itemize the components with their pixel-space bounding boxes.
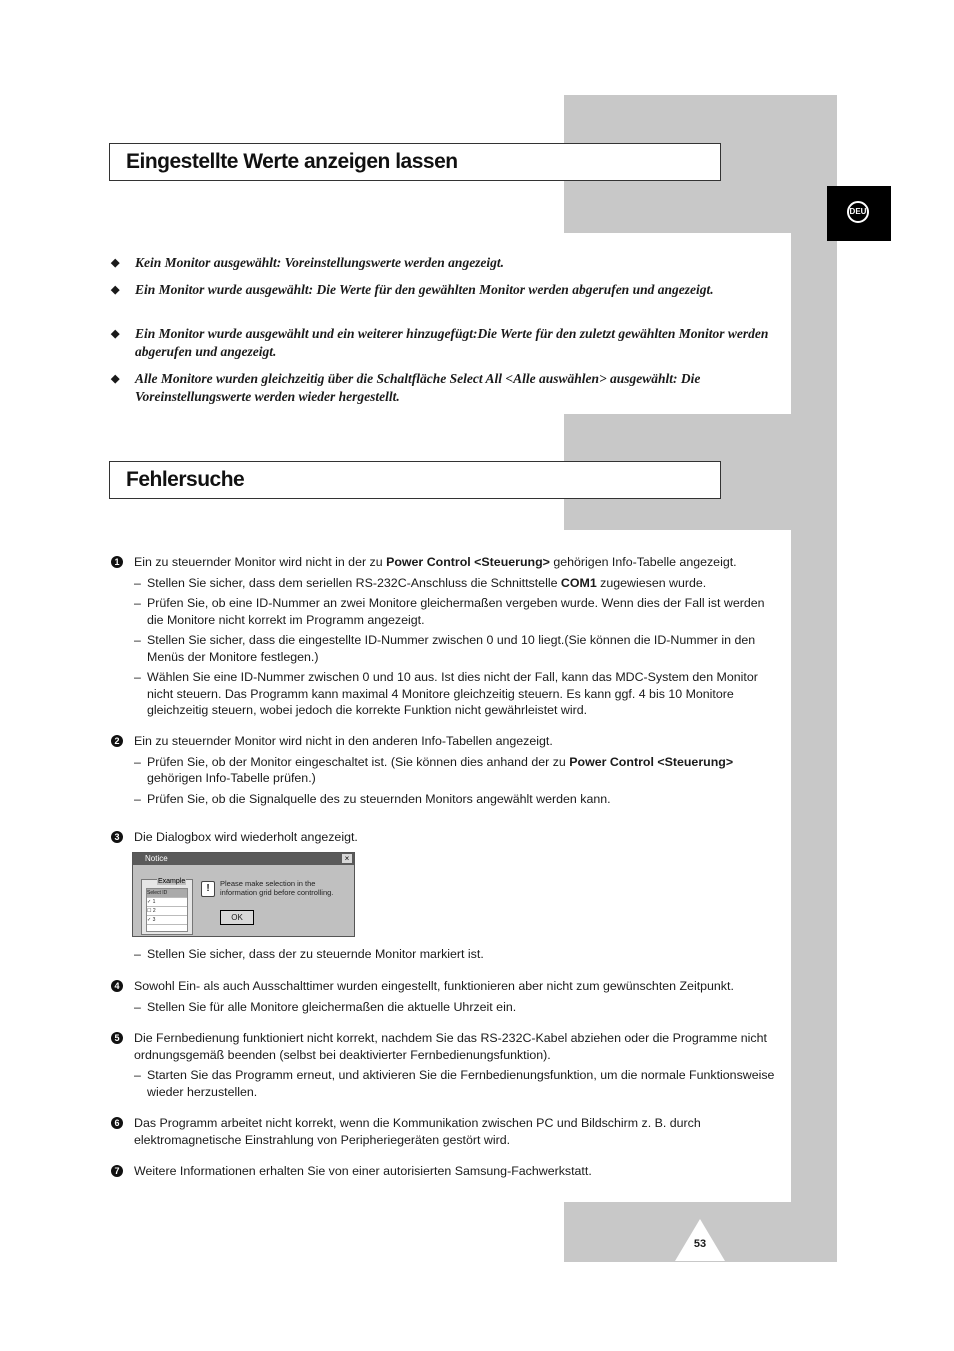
- section-heading-troubleshooting: [109, 461, 721, 499]
- bullet-item: [111, 254, 771, 272]
- sub-item: – Stellen Sie sicher, dass der zu steuernde Monitor markiert ist.: [134, 946, 776, 963]
- bullet-text: Alle Monitore wurden gleichzeitig über die Schaltfläche Select All <Alle auswählen> ausgewählt: Die Voreinstellungswerte werden wieder hergestellt.: [135, 371, 701, 404]
- sub-item: – Stellen Sie für alle Monitore gleichermaßen die aktuelle Uhrzeit ein.: [134, 999, 776, 1016]
- dialog-message: Please make selection in the information grid before controlling.: [220, 879, 334, 897]
- example-group: [141, 879, 193, 935]
- diamond-bullet-icon: ◆: [111, 284, 120, 296]
- grid-row: ☐ 2: [147, 907, 187, 916]
- page-number: 53: [693, 1238, 707, 1250]
- item-text: Weitere Informationen erhalten Sie von einer autorisierten Samsung-Fachwerkstatt.: [134, 1164, 592, 1178]
- item-text: Sowohl Ein- als auch Ausschalttimer wurden eingestellt, funktionieren aber nicht zum gewünschten Zeitpunkt.: [134, 979, 734, 993]
- section-heading-values: [109, 143, 721, 181]
- bullet-text: Ein Monitor wurde ausgewählt und ein weiterer hinzugefügt:Die Werte für den zuletzt gewählten Monitor werden abgerufen und angezeigt.: [135, 326, 769, 359]
- grid-header: Select ID: [147, 889, 187, 898]
- grid-row: ✓ 1: [147, 898, 187, 907]
- bullet-text: Kein Monitor ausgewählt: Voreinstellungswerte werden angezeigt.: [135, 255, 505, 270]
- example-grid: [146, 888, 188, 932]
- language-badge: [827, 186, 891, 241]
- troubleshoot-item-4: [111, 978, 776, 1015]
- item-text: Das Programm arbeitet nicht korrekt, wenn die Kommunikation zwischen PC und Bildschirm z. B. durch elektromagnetische Einstrahlung von Peripheriegeräten gestört wird.: [134, 1116, 701, 1147]
- section-title: Eingestellte Werte anzeigen lassen: [126, 150, 458, 173]
- sub-item: – Starten Sie das Programm erneut, und aktivieren Sie die Fernbedienungsfunktion, um die normale Funktionsweise wieder herzustellen.: [134, 1067, 776, 1100]
- number-2-icon: 2: [111, 735, 123, 747]
- item-text: Die Dialogbox wird wiederholt angezeigt.: [134, 830, 358, 844]
- troubleshoot-item-3: [111, 829, 776, 846]
- item-text: Ein zu steuernder Monitor wird nicht in den anderen Info-Tabellen angezeigt.: [134, 734, 553, 748]
- warning-icon: !: [201, 881, 215, 897]
- sub-item: – Prüfen Sie, ob der Monitor eingeschaltet ist. (Sie können dies anhand der zu Power Control <Steuerung> gehörigen Info-Tabelle prüfen.): [134, 754, 776, 787]
- item-text: Ein zu steuernder Monitor wird nicht in der zu Power Control <Steuerung> gehörigen Info-Tabelle angezeigt.: [134, 555, 737, 569]
- bullet-text: Ein Monitor wurde ausgewählt: Die Werte für den gewählten Monitor werden abgerufen und angezeigt.: [135, 282, 714, 297]
- bullet-item: [111, 325, 771, 361]
- number-4-icon: 4: [111, 980, 123, 992]
- sub-item: – Wählen Sie eine ID-Nummer zwischen 0 und 10 aus. Ist dies nicht der Fall, kann das MDC-System den Monitor nicht steuern. Das Programm kann maximal 4 Monitore gleichzeitig steuern. Es kann ggf. 4 bis 10 Monitore gleichzeitig steuern, wobei jedoch die korrekte Funktion nicht gewährleistet wird.: [134, 669, 776, 719]
- diamond-bullet-icon: ◆: [111, 257, 120, 269]
- item-text: Die Fernbedienung funktioniert nicht korrekt, nachdem Sie das RS-232C-Kabel abziehen oder die Programme nicht ordnungsgemäß beenden (selbst bei deaktivierter Fernbedienungsfunktion).: [134, 1031, 767, 1062]
- troubleshoot-item-1: [111, 554, 776, 719]
- dialog-titlebar: [133, 853, 354, 865]
- ok-button: OK: [220, 910, 254, 925]
- troubleshoot-item-7: [111, 1163, 776, 1180]
- number-1-icon: 1: [111, 556, 123, 568]
- close-icon: ×: [342, 854, 352, 863]
- grid-row: ✓ 3: [147, 916, 187, 925]
- bullet-item: [111, 281, 771, 299]
- number-3-icon: 3: [111, 831, 123, 843]
- example-label: Example: [158, 878, 186, 885]
- bullet-item: [111, 370, 771, 406]
- dialog-title: Notice: [145, 854, 168, 863]
- troubleshoot-item-5: [111, 1030, 776, 1100]
- sub-item: – Stellen Sie sicher, dass dem seriellen RS-232C-Anschluss die Schnittstelle COM1 zugewiesen wurde.: [134, 575, 776, 592]
- section-title: Fehlersuche: [126, 468, 245, 491]
- sub-item: – Prüfen Sie, ob die Signalquelle des zu steuernden Monitors angewählt werden kann.: [134, 791, 776, 808]
- diamond-bullet-icon: ◆: [111, 373, 120, 385]
- language-badge-label: DEU: [847, 201, 869, 223]
- number-7-icon: 7: [111, 1165, 123, 1177]
- number-5-icon: 5: [111, 1032, 123, 1044]
- number-6-icon: 6: [111, 1117, 123, 1129]
- sub-item: – Stellen Sie sicher, dass die eingestellte ID-Nummer zwischen 0 und 10 liegt.(Sie können die ID-Nummer in den Menüs der Monitore festlegen.): [134, 632, 776, 665]
- troubleshoot-item-2: [111, 733, 776, 807]
- sub-item: – Prüfen Sie, ob eine ID-Nummer an zwei Monitore gleichermaßen vergeben wurde. Wenn dies der Fall ist werden die Monitore nicht korrekt im Programm angezeigt.: [134, 595, 776, 628]
- troubleshoot-item-6: [111, 1115, 776, 1148]
- troubleshoot-item-3-sub: [111, 942, 776, 963]
- diamond-bullet-icon: ◆: [111, 328, 120, 340]
- notice-dialog-image: [132, 852, 355, 937]
